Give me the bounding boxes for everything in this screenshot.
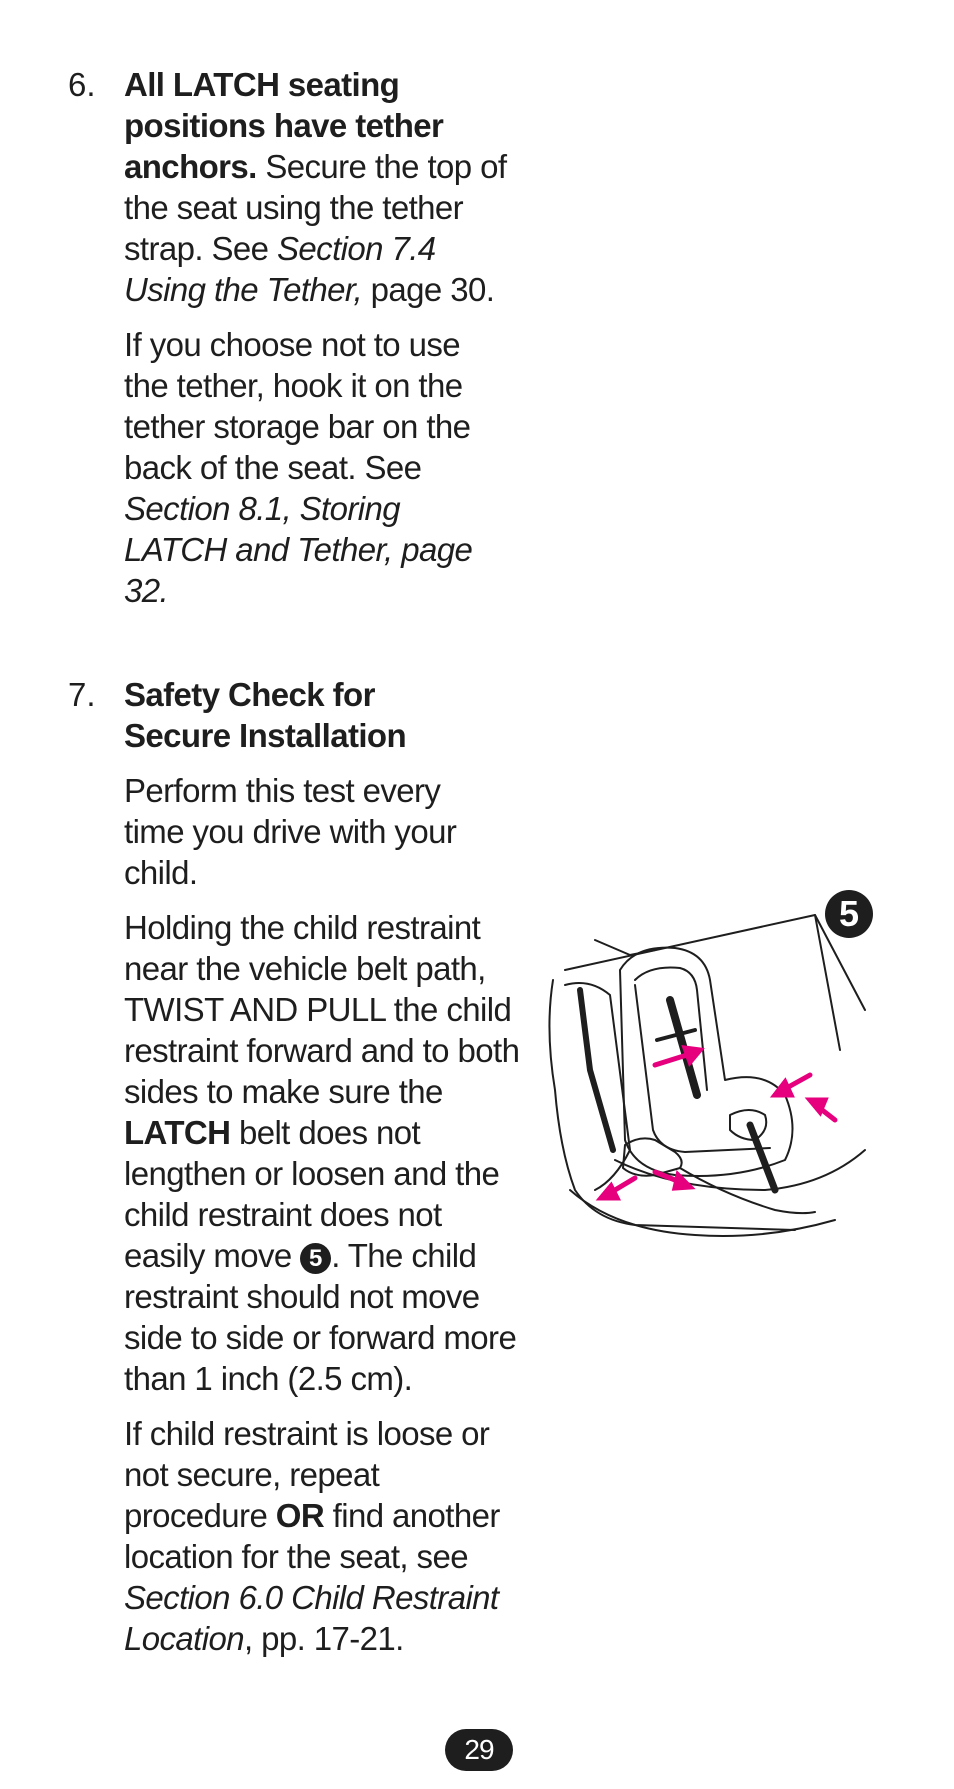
- child-restraint-shell: [620, 948, 793, 1176]
- paragraph: [124, 324, 509, 611]
- section-reference: Section 7.4 Using the Tether,: [124, 230, 436, 308]
- item-number: 6.: [68, 66, 96, 103]
- paragraph: [124, 64, 514, 310]
- paragraph-text: If child restraint is loose or not secure, repeat procedure: [124, 1415, 490, 1534]
- section-reference: Section 8.1, Storing LATCH and Tether, page 32.: [124, 490, 473, 609]
- arrowhead: [775, 1082, 791, 1095]
- paragraph-text: If you choose not to use the tether, hook it on the tether storage bar on the back of the seat. See: [124, 326, 471, 486]
- paragraph-text: . The child restraint should not move side to side or forward more than 1 inch (2.5 cm).: [124, 1237, 517, 1397]
- paragraph: [124, 907, 529, 1399]
- arrowhead: [810, 1100, 825, 1112]
- arrowhead: [685, 1048, 700, 1062]
- paragraph-text: , pp. 17-21.: [243, 1620, 404, 1657]
- vehicle-seat-back-side: [815, 915, 840, 1050]
- paragraph-text: find another location for the seat, see: [124, 1497, 500, 1575]
- instruction-item-6: [68, 64, 528, 625]
- item-heading: Safety Check for Secure Installation: [124, 676, 407, 754]
- arrowhead: [675, 1175, 690, 1188]
- bold-lead: All LATCH seating positions have tether anchors.: [124, 66, 444, 185]
- tether-strap: [595, 940, 655, 955]
- paragraph-text: Secure the top of the seat using the tether strap. See: [124, 148, 507, 267]
- vehicle-belt: [580, 990, 613, 1150]
- arrowhead: [601, 1186, 617, 1198]
- paragraph: Perform this test every time you drive with your child.: [124, 772, 457, 891]
- page-number-badge: 29: [445, 1729, 513, 1771]
- paragraph: [124, 1413, 529, 1659]
- section-reference: Section 6.0 Child Restraint Location: [124, 1579, 499, 1657]
- paragraph-text: page 30.: [362, 271, 495, 308]
- paragraph-text: Holding the child restraint near the vehicle belt path, TWIST AND PULL the child restraint forward and to both sides to make sure the: [124, 909, 520, 1110]
- car-seat-illustration: [535, 890, 875, 1260]
- paragraph-text: belt does not lengthen or loosen and the child restraint does not easily move: [124, 1114, 500, 1274]
- item-body: [124, 64, 528, 611]
- item-body: [124, 674, 528, 1659]
- item-number: 7.: [68, 676, 96, 713]
- instruction-item-7: [68, 674, 528, 1673]
- bold-term: OR: [275, 1497, 325, 1534]
- figure-number-badge: 5: [825, 890, 873, 938]
- figure-reference-badge: 5: [300, 1243, 331, 1274]
- bold-term: LATCH: [124, 1114, 231, 1151]
